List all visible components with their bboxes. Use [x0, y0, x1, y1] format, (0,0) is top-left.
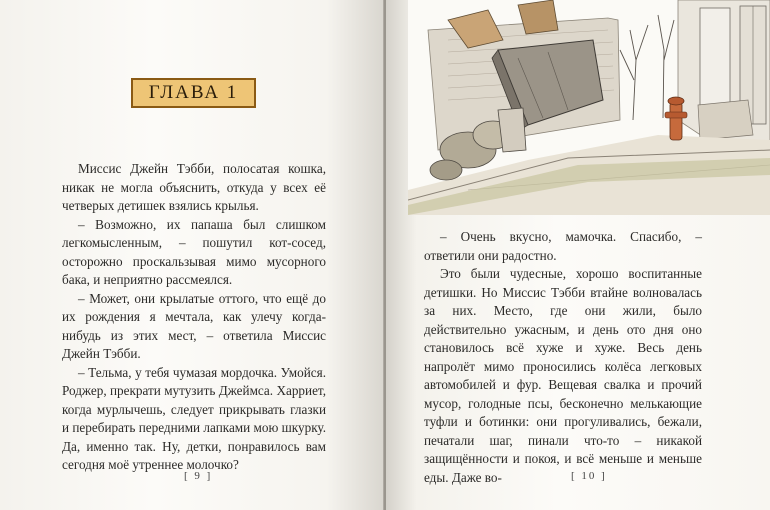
chapter-heading — [131, 78, 256, 108]
chapter-title: ГЛАВА 1 — [148, 82, 239, 103]
paragraph: – Возможно, их папаша был слишком легкомысленным, – пошутил кот-сосед, осторожно проскальзывая мимо мусорного бака, и неприятно рассмеялся. — [62, 216, 326, 287]
paragraph: – Тельма, у тебя чумазая мордочка. Умойся. Роджер, прекрати мутузить Джеймса. Харриет, когда мурлычешь, следует прикрывать глазки и перебирать передними лапками мою шкурку. Да, именно так. Ну, детки, понравилось вам сегодня моё утреннее молочко? — [62, 364, 326, 472]
left-page-text — [62, 160, 326, 475]
right-page-text — [424, 228, 702, 487]
paragraph: – Может, они крылатые оттого, что ещё до их рождения я мечтала, как улечу когда-нибудь из этих мест, – ответила Миссис Джейн Тэбби. — [62, 290, 326, 361]
page-number-left: [ 9 ] — [184, 470, 213, 482]
left-page — [0, 0, 384, 510]
paragraph: – Очень вкусно, мамочка. Спасибо, – ответили они радостно. — [424, 229, 702, 263]
paragraph: Миссис Джейн Тэбби, полосатая кошка, никак не могла объяснить, откуда у всех её четверых детишек взялись крылья. — [62, 161, 326, 213]
alley-illustration — [408, 0, 770, 215]
paragraph: Это были чудесные, хорошо воспитанные детишки. Но Миссис Тэбби втайне волновалась за них. Место, где они жили, было действительно ужасным, и день ото дня оно становилось всё хуже и хуже. Весь день напролёт мимо проносились колёса легковых автомобилей и фур. Вещевая свалка и прочий мусор, голодные псы, бесконечно мелькающие туфли и ботинки: они прогуливались, бежали, печатали шаг, пинали что-то – никакой защищённости и покоя, и всё меньше и меньше еды. Даже во- — [424, 266, 702, 485]
page-number-right: [ 10 ] — [571, 470, 607, 482]
